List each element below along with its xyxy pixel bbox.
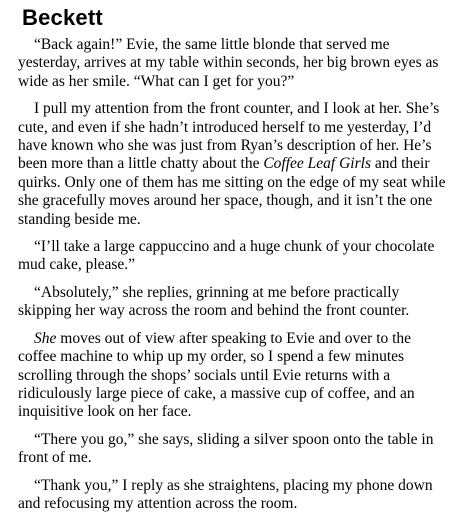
- paragraph-5-italic: She: [34, 329, 57, 347]
- paragraph-5-text-after: moves out of view after speaking to Evie and over to the coffee machine to whip up my order, so I spend a few minutes scrolling through the shops’ socials until Evie returns with a ridiculously large piece of cake, a massive cup of coffee, and an inquisitive look on her face.: [18, 329, 415, 421]
- paragraph-5: [18, 330, 447, 422]
- paragraph-2-text-before: I pull my attention from the front counter, and I look at her. She’s cute, and even if she hadn’t introduced herself to me yesterday, I’d have known who she was just from Ryan’s description of her. He’s been more than a little chatty about the: [18, 100, 440, 173]
- paragraph-7-text: “Thank you,” I reply as she straightens, placing my phone down and refocusing my attention across the room.: [18, 476, 433, 512]
- paragraph-1-text: “Back again!” Evie, the same little blonde that served me yesterday, arrives at my table within seconds, her big brown eyes as wide as her smile. “What can I get for you?”: [18, 36, 439, 90]
- paragraph-6: [18, 431, 447, 468]
- paragraph-2: [18, 100, 447, 229]
- paragraph-2-text-after: and their quirks. Only one of them has me sitting on the edge of my seat while she gracefully moves around her space, though, and it isn’t the one standing beside me.: [18, 155, 446, 228]
- chapter-heading: Beckett: [22, 5, 103, 30]
- paragraph-1: [18, 36, 447, 91]
- paragraph-6-text: “There you go,” she says, sliding a silver spoon onto the table in front of me.: [18, 430, 434, 467]
- paragraph-2-italic: Coffee Leaf Girls: [263, 155, 371, 173]
- paragraph-4: [18, 284, 447, 321]
- paragraph-7: [18, 477, 447, 513]
- paragraph-3-text: “I’ll take a large cappuccino and a huge chunk of your chocolate mud cake, please.”: [18, 238, 435, 274]
- paragraph-4-text: “Absolutely,” she replies, grinning at me before practically skipping her way across the room and behind the front counter.: [18, 283, 410, 320]
- paragraph-3: [18, 238, 447, 275]
